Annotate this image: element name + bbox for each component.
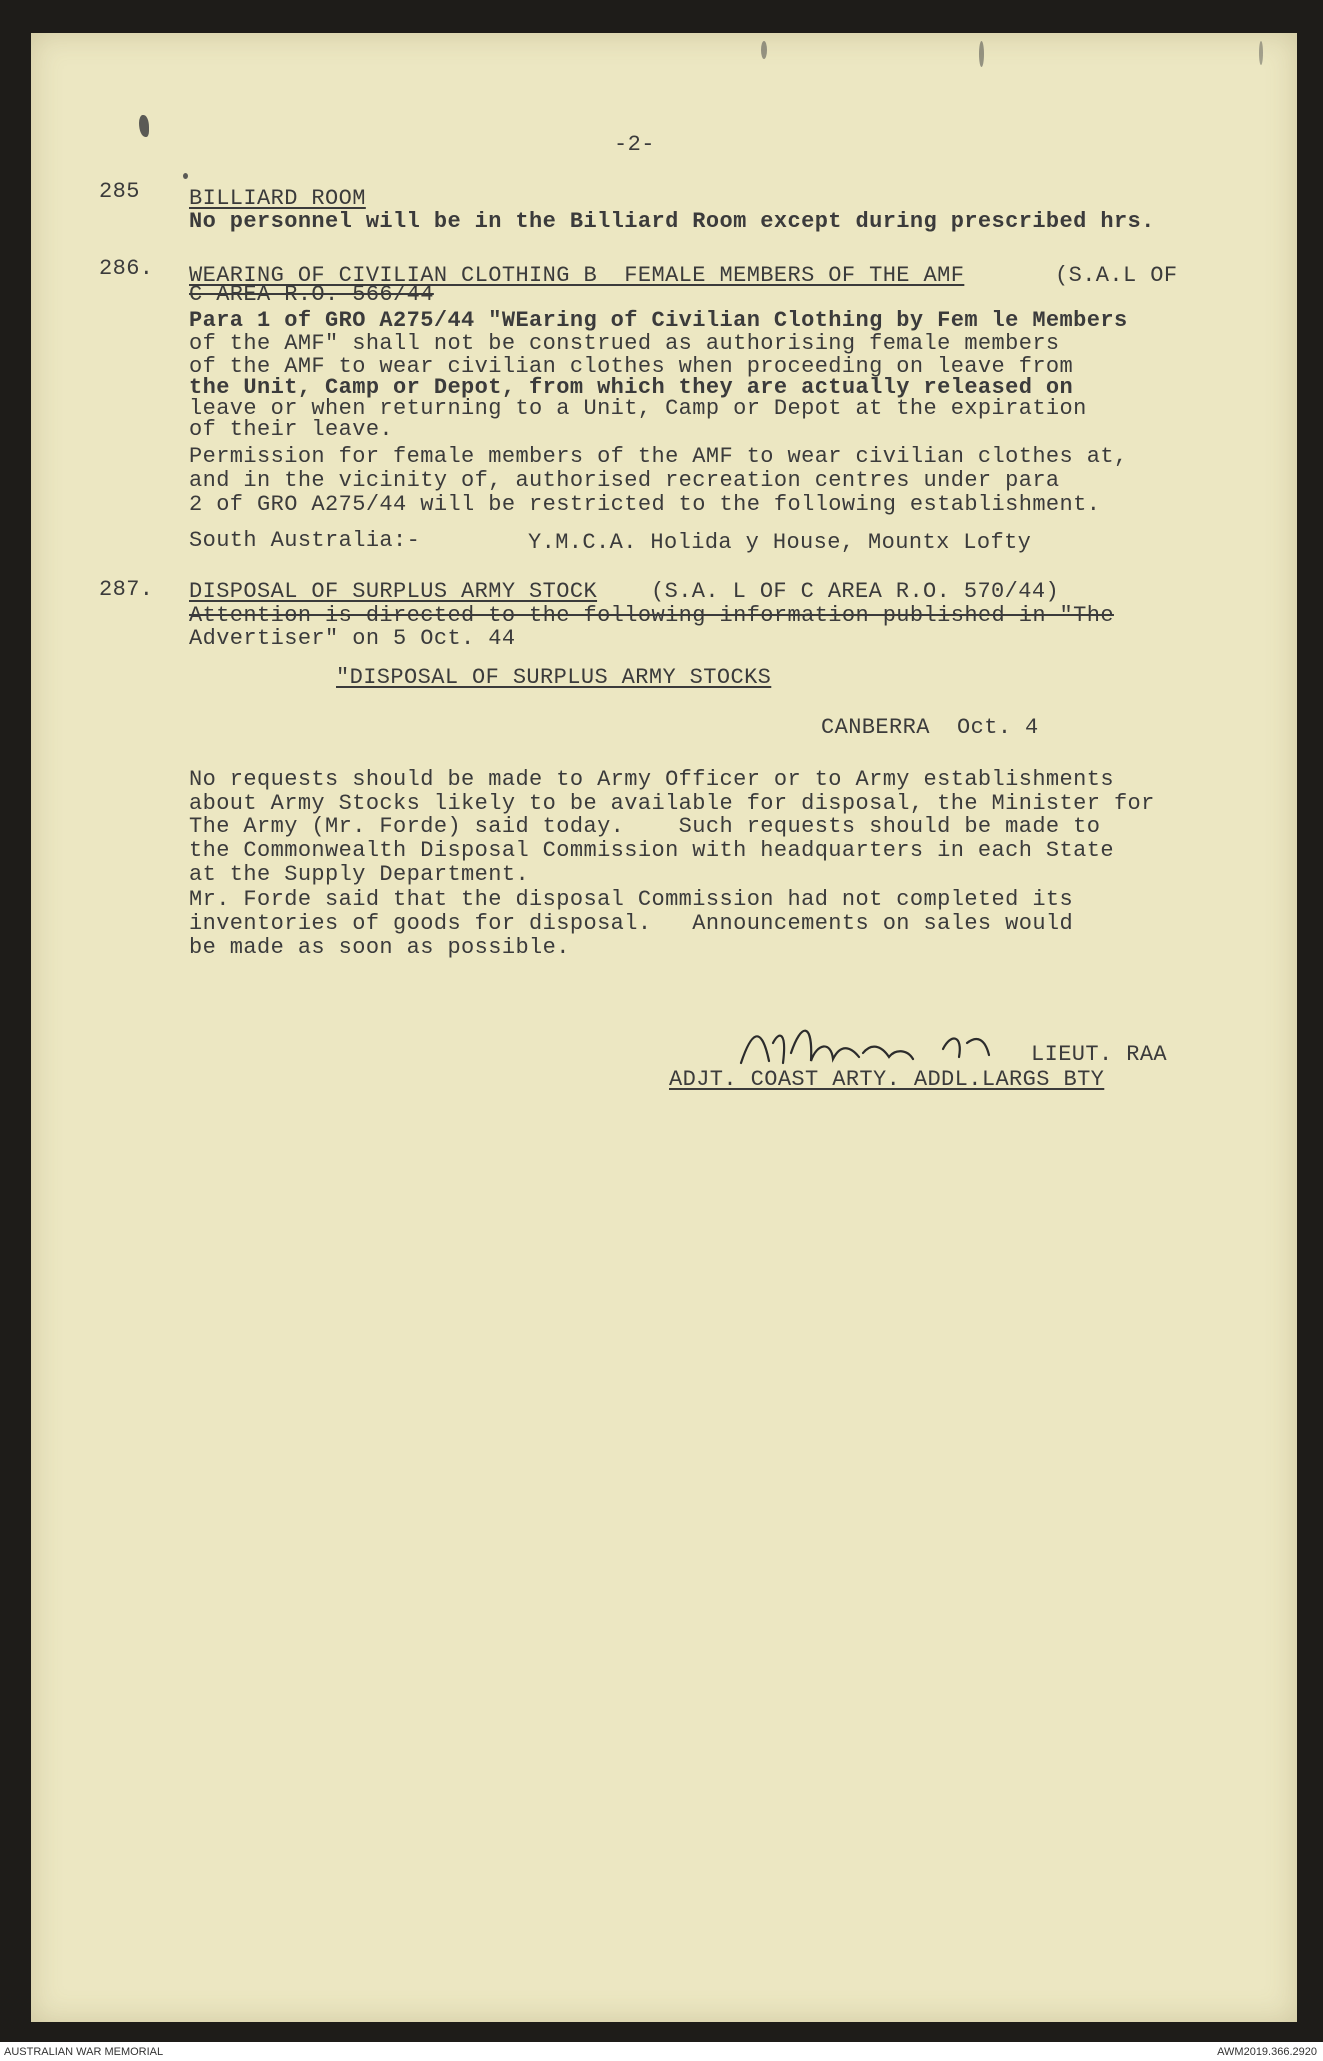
item-287-dateline: CANBERRA Oct. 4 xyxy=(821,715,1039,740)
item-285-line: No personnel will be in the Billiard Room except during prescribed hrs. xyxy=(189,209,1155,234)
item-286-para1-line: of the AMF to wear civilian clothes when proceeding on leave from xyxy=(189,354,1074,379)
item-286-para1-line: of the AMF" shall not be construed as authorising female members xyxy=(189,331,1060,356)
item-287-quote-line: No requests should be made to Army Officer or to Army establishments xyxy=(189,767,1114,792)
item-286-establishment-state: South Australia:- xyxy=(189,528,421,553)
item-285-heading: BILLIARD ROOM xyxy=(189,186,366,211)
item-287-quote-line: about Army Stocks likely to be available for disposal, the Minister for xyxy=(189,791,1155,816)
item-286-para1-line: leave or when returning to a Unit, Camp or Depot at the expiration xyxy=(189,396,1087,421)
item-287-number: 287. xyxy=(99,577,154,602)
item-286-para2-line: Permission for female members of the AMF to wear civilian clothes at, xyxy=(189,444,1128,469)
item-286-para1-line: the Unit, Camp or Depot, from which they are actually released on xyxy=(189,375,1074,400)
item-286-para1-line: of their leave. xyxy=(189,417,394,442)
ink-mark xyxy=(139,115,149,137)
item-287-heading: DISPOSAL OF SURPLUS ARMY STOCK xyxy=(189,579,598,604)
item-287-line: Attention is directed to the following information published in "The xyxy=(189,603,1114,628)
item-286-para2-line: and in the vicinity of, authorised recreation centres under para xyxy=(189,468,1060,493)
item-286-para1-line: Para 1 of GRO A275/44 "WEaring of Civilian Clothing by Fem le Members xyxy=(189,308,1128,333)
item-287-quote-line: be made as soon as possible. xyxy=(189,935,570,960)
ink-mark xyxy=(979,41,984,67)
item-286-heading: WEARING OF CIVILIAN CLOTHING B FEMALE MEMBERS OF THE AMF xyxy=(189,263,965,288)
item-285-number: 285 xyxy=(99,179,140,204)
signatory-title: ADJT. COAST ARTY. ADDL.LARGS BTY xyxy=(669,1067,1105,1092)
item-287-quote-title: "DISPOSAL OF SURPLUS ARMY STOCKS xyxy=(336,665,772,690)
item-286-para2-line: 2 of GRO A275/44 will be restricted to the following establishment. xyxy=(189,492,1101,517)
item-287-line: Advertiser" on 5 Oct. 44 xyxy=(189,626,516,651)
ink-mark xyxy=(761,41,767,59)
item-287-quote-line: The Army (Mr. Forde) said today. Such requests should be made to xyxy=(189,814,1101,839)
item-286-heading-suffix: (S.A.L OF xyxy=(1055,263,1178,288)
footer-accession-number: AWM2019.366.2920 xyxy=(1217,2046,1317,2058)
footer-collection: AUSTRALIAN WAR MEMORIAL xyxy=(4,2046,164,2058)
ink-mark xyxy=(183,173,188,179)
item-286-number: 286. xyxy=(99,256,154,281)
ink-mark xyxy=(1259,41,1263,65)
item-286-heading-line2: C AREA R.O. 566/44 xyxy=(189,282,434,307)
item-287-heading-suffix: (S.A. L OF C AREA R.O. 570/44) xyxy=(651,579,1060,604)
item-287-quote-line: the Commonwealth Disposal Commission with headquarters in each State xyxy=(189,838,1114,863)
item-287-quote-line: at the Supply Department. xyxy=(189,862,530,887)
item-286-establishment-name: Y.M.C.A. Holida y House, Mountx Lofty xyxy=(528,530,1032,555)
page-number: -2- xyxy=(614,132,655,157)
item-287-quote-line: Mr. Forde said that the disposal Commission had not completed its xyxy=(189,887,1074,912)
signatory-rank: LIEUT. RAA xyxy=(1031,1042,1168,1067)
document-page xyxy=(31,33,1297,2022)
item-287-quote-line: inventories of goods for disposal. Announcements on sales would xyxy=(189,911,1074,936)
